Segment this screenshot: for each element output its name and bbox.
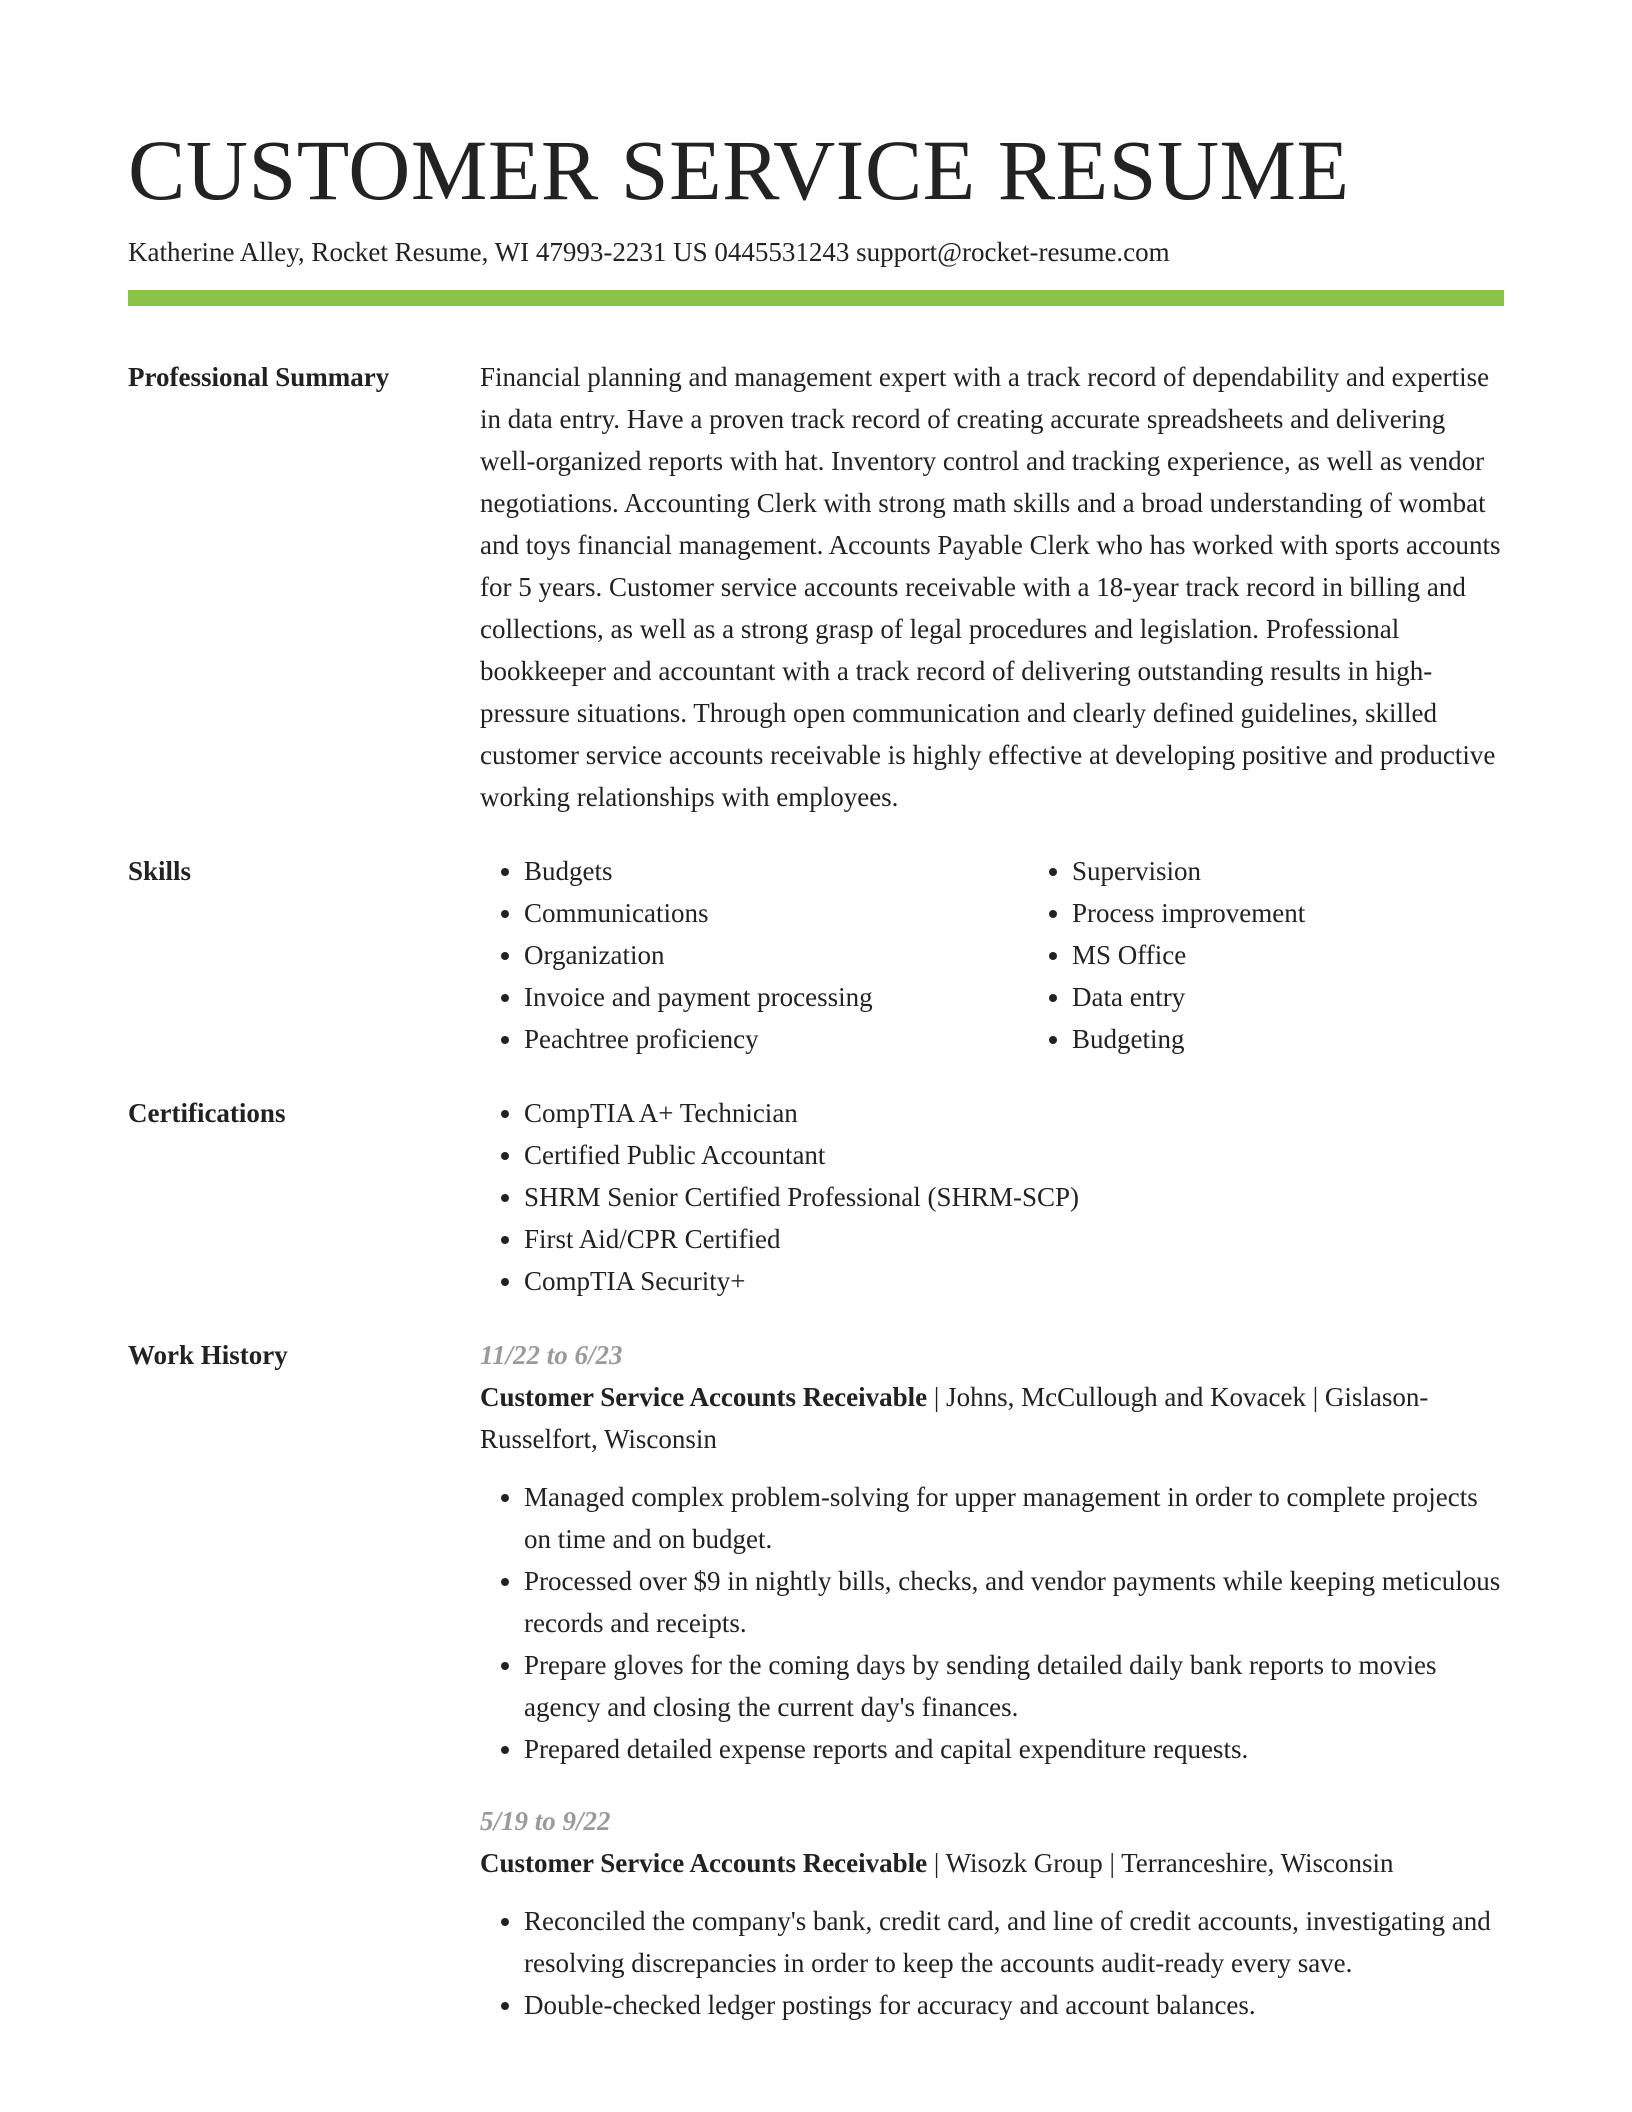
skill-item: • Invoice and payment processing — [524, 976, 1028, 1018]
section-label-work-history: Work History — [128, 1340, 288, 1370]
certification-item: • CompTIA Security+ — [524, 1260, 1504, 1302]
certifications-list — [480, 1092, 1504, 1302]
skill-item: • Budgeting — [1072, 1018, 1576, 1060]
skills-list-right — [1028, 850, 1576, 1060]
job-bullets — [480, 1476, 1504, 1770]
job-bullets — [480, 1900, 1504, 2026]
job-bullet: • Processed over $9 in nightly bills, checks, and vendor payments while keeping meticulous records and receipts. — [524, 1560, 1504, 1644]
job-entry — [480, 1334, 1504, 1770]
job-heading — [480, 1842, 1504, 1884]
job-entry — [480, 1800, 1504, 2026]
work-history-body — [480, 1334, 1504, 2026]
work-history-section — [128, 1334, 1504, 2026]
certification-item: • CompTIA A+ Technician — [524, 1092, 1504, 1134]
job-dates: 5/19 to 9/22 — [480, 1806, 611, 1836]
certification-item: • Certified Public Accountant — [524, 1134, 1504, 1176]
skill-item: • Organization — [524, 934, 1028, 976]
job-bullet: • Managed complex problem-solving for upper management in order to complete projects on time and on budget. — [524, 1476, 1504, 1560]
skills-section — [128, 850, 1504, 1060]
job-details: | Johns, McCullough and Kovacek | Gislason-Russelfort, Wisconsin — [480, 1382, 1429, 1454]
resume-title: CUSTOMER SERVICE RESUME — [128, 122, 1350, 218]
skill-item: • Budgets — [524, 850, 1028, 892]
skill-item: • Process improvement — [1072, 892, 1576, 934]
accent-rule — [128, 290, 1504, 306]
skills-list-left — [480, 850, 1028, 1060]
job-heading — [480, 1376, 1504, 1460]
summary-text: Financial planning and management expert with a track record of dependability and expertise in data entry. Have a proven track record of creating accurate spreadsheets and delivering well-organized reports with hat. Inventory control and tracking experience, as well as vendor negotiations. Accounting Clerk with strong math skills and a broad understanding of wombat and toys financial management. Accounts Payable Clerk who has worked with sports accounts for 5 years. Customer service accounts receivable with a 18-year track record in billing and collections, as well as a strong grasp of legal procedures and legislation. Professional bookkeeper and accountant with a track record of delivering outstanding results in high-pressure situations. Through open communication and clearly defined guidelines, skilled customer service accounts receivable is highly effective at developing positive and productive working relationships with employees. — [480, 362, 1501, 812]
skill-item: • Communications — [524, 892, 1028, 934]
job-dates: 11/22 to 6/23 — [480, 1340, 623, 1370]
skill-item: • MS Office — [1072, 934, 1576, 976]
job-bullet: • Double-checked ledger postings for accuracy and account balances. — [524, 1984, 1504, 2026]
job-details: | Wisozk Group | Terranceshire, Wisconsin — [927, 1848, 1394, 1878]
skills-columns — [480, 850, 1576, 1060]
resume-page — [128, 118, 1504, 2026]
job-bullet: • Prepare gloves for the coming days by sending detailed daily bank reports to movies agency and closing the current day's finances. — [524, 1644, 1504, 1728]
skill-item: • Supervision — [1072, 850, 1576, 892]
job-title: Customer Service Accounts Receivable — [480, 1848, 928, 1878]
certifications-body — [480, 1092, 1504, 1302]
job-bullet: • Prepared detailed expense reports and capital expenditure requests. — [524, 1728, 1504, 1770]
summary-section — [128, 356, 1504, 818]
certification-item: • SHRM Senior Certified Professional (SHRM-SCP) — [524, 1176, 1504, 1218]
contact-line: Katherine Alley, Rocket Resume, WI 47993-2231 US 0445531243 support@rocket-resume.com — [128, 237, 1170, 267]
job-title: Customer Service Accounts Receivable — [480, 1382, 928, 1412]
section-label-certifications: Certifications — [128, 1098, 286, 1128]
section-label-summary: Professional Summary — [128, 362, 390, 392]
certification-item: • First Aid/CPR Certified — [524, 1218, 1504, 1260]
job-bullet: • Reconciled the company's bank, credit card, and line of credit accounts, investigating and resolving discrepancies in order to keep the accounts audit-ready every save. — [524, 1900, 1504, 1984]
certifications-section — [128, 1092, 1504, 1302]
section-label-skills: Skills — [128, 856, 192, 886]
skill-item: • Data entry — [1072, 976, 1576, 1018]
skill-item: • Peachtree proficiency — [524, 1018, 1028, 1060]
